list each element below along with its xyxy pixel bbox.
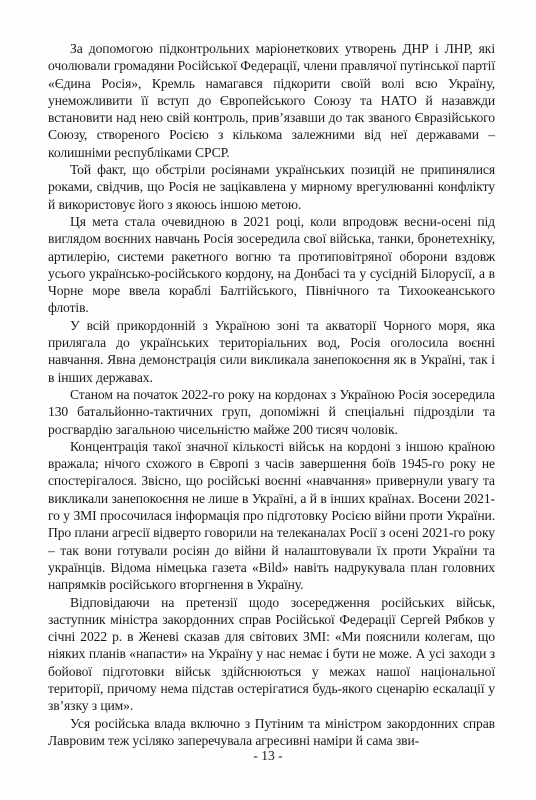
- paragraph: Станом на початок 2022-го року на кордонах з Україною Росія зосередила 130 батальйонно-тактичних груп, допоміжні й спеціальні підрозділи та росгвардію загальною чисельністю майже 200 тисяч чоловік.: [48, 386, 495, 437]
- paragraph: Той факт, що обстріли росіянами українських позицій не припинялися роками, свідчив, що Росія не зацікавлена у мирному врегулюванні конфлікту й використовує його з якоюсь іншою метою.: [48, 162, 495, 212]
- paragraph: Відповідаючи на претензії щодо зосередження російських військ, заступник міністра закордонних справ Російської Федерації Сергей Рябков у січні 2022 р. в Женеві сказав для світових ЗМІ: «Ми пояснили колегам, що ніяких планів «напасти» на Україну у нас немає і бути не може. А усі заходи з бойової підготовки військ здійснюються у межах нашої національної території, причому нема підстав остерігатися будь-якого сценарію ескалації у зв’язку з цим».: [48, 594, 495, 714]
- paragraph: За допомогою підконтрольних маріонеткових утворень ДНР і ЛНР, які очолювали громадяни Російської Федерації, члени правлячої путінської партії «Єдина Росія», Кремль намагався підкорити своїй волі всю Україну, унеможливити її вступ до Європейського Союзу та НАТО й назавжди встановити над нею свій контроль, прив’язавши до так званого Євразійського Союзу, створеного Росією з кількома залежними від неї державами – колишніми республіками СРСР.: [48, 41, 495, 160]
- paragraph: Концентрація такої значної кількості військ на кордоні з іншою країною вражала; нічого схожого в Європі з часів завершення боїв 1945-го року не спостерігалося. Звісно, що російські воєнні «навчання» привернули увагу та викликали занепокоєння не лише в Україні, а й в інших країнах. Восени 2021-го у ЗМІ просочилася інформація про підготовку Росією війни проти України. Про плани агресії відверто говорили на телеканалах Росії з осені 2021-го року – так вони готували росіян до війни й налаштовували їх проти України та українців. Відома німецька газета «Bild» навіть надрукувала план головних напрямків російського вторгнення в Україну.: [48, 438, 495, 593]
- body-text: [48, 40, 495, 749]
- paragraph: Ця мета стала очевидною в 2021 році, коли впродовж весни-осені під виглядом воєнних навчань Росія зосередила свої війська, танки, бронетехніку, артилерію, системи ракетного вогню та протиповітряної оборони вздовж усього українсько-російського кордону, на Донбасі та у сусідній Білорусії, а в Чорне море ввела кораблі Балтійського, Північного та Тихоокеанського флотів.: [48, 213, 495, 316]
- paragraph: У всій прикордонній з Україною зоні та акваторії Чорного моря, яка прилягала до українських територіальних вод, Росія оголосила воєнні навчання. Явна демонстрація сили викликала занепокоєння як в Україні, так і в інших державах.: [48, 317, 495, 385]
- paragraph: Уся російська влада включно з Путіним та міністром закордонних справ Лавровим теж усіляко заперечувала агресивні наміри й сама зви-: [48, 715, 495, 748]
- page-number: - 13 -: [253, 748, 283, 763]
